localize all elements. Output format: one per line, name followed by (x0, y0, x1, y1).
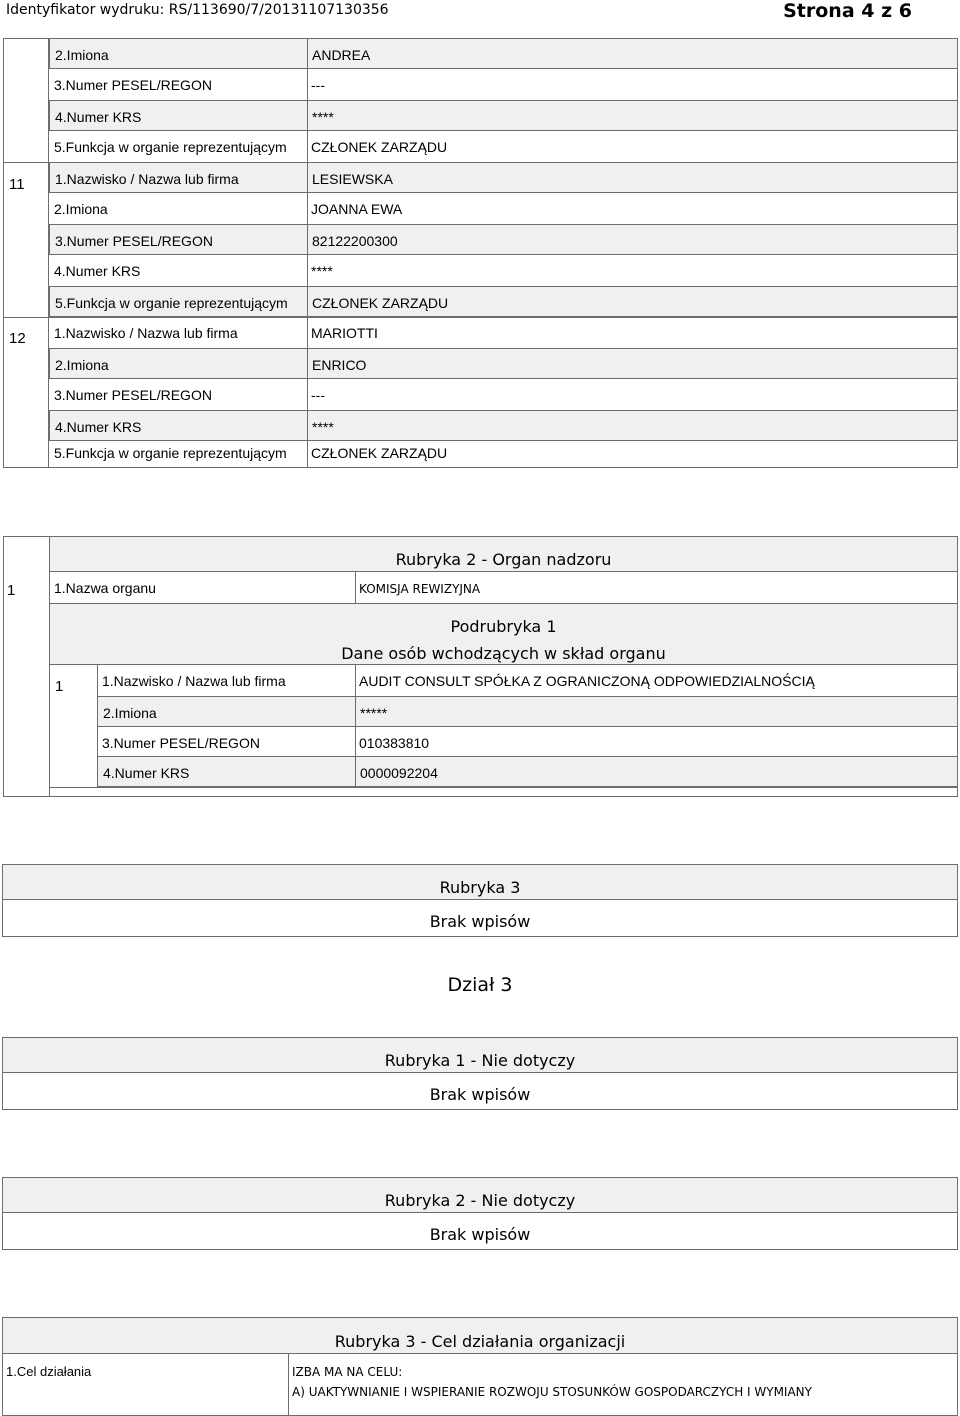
field-label: 5.Funkcja w organie reprezentującym (55, 295, 288, 311)
field-label: 2.Imiona (103, 705, 157, 721)
table-row (49, 437, 958, 468)
supervisory-body-section (3, 536, 958, 797)
field-label: 1.Nazwisko / Nazwa lub firma (54, 325, 238, 341)
entry-number: 1 (55, 678, 64, 695)
table-row (49, 379, 958, 410)
section-rubryka-1 (2, 1037, 958, 1110)
table-row (49, 162, 958, 193)
field-label: 3.Numer PESEL/REGON (54, 77, 212, 93)
empty-notice: Brak wpisów (429, 1225, 531, 1244)
field-label: 1.Nazwisko / Nazwa lub firma (55, 171, 239, 187)
field-value: CZŁONEK ZARZĄDU (311, 139, 448, 155)
table-row (49, 348, 958, 379)
field-value: 0000092204 (360, 765, 438, 781)
purpose-line: A) UAKTYWNIANIE I WSPIERANIE ROZWOJU STOSUNKÓW GOSPODARCZYCH I WYMIANY (292, 1385, 812, 1399)
table-row (49, 69, 958, 100)
field-value: ANDREA (312, 47, 371, 63)
empty-notice: Brak wpisów (429, 912, 531, 931)
field-label: 3.Numer PESEL/REGON (54, 387, 212, 403)
table-row (49, 572, 958, 603)
field-label: 4.Numer KRS (103, 765, 190, 781)
field-label: 3.Numer PESEL/REGON (102, 735, 260, 751)
entry-number: 12 (9, 330, 26, 347)
field-label: 1.Cel działania (6, 1364, 92, 1379)
field-value: **** (312, 109, 334, 125)
field-value: --- (311, 387, 325, 403)
field-value: LESIEWSKA (312, 171, 393, 187)
subsection-title: Podrubryka 1 (450, 617, 557, 636)
field-label: 5.Funkcja w organie reprezentującym (54, 139, 287, 155)
field-value: JOANNA EWA (311, 201, 403, 217)
field-value: **** (311, 263, 333, 279)
section-title: Rubryka 3 - Cel działania organizacji (334, 1332, 626, 1351)
section-title: Rubryka 2 - Nie dotyczy (384, 1191, 576, 1210)
table-row (49, 286, 958, 317)
field-label: 4.Numer KRS (55, 109, 142, 125)
field-label: 5.Funkcja w organie reprezentującym (54, 445, 287, 461)
subsection-subtitle: Dane osób wchodzących w skład organu (341, 644, 666, 663)
field-value: ENRICO (312, 357, 367, 373)
number-column (3, 38, 49, 468)
field-label: 4.Numer KRS (54, 263, 141, 279)
subsection-header (49, 603, 958, 665)
purpose-line: IZBA MA NA CELU: (292, 1365, 403, 1379)
field-value: --- (311, 77, 325, 93)
table-row (49, 224, 958, 255)
empty-notice: Brak wpisów (429, 1085, 531, 1104)
field-label: 4.Numer KRS (55, 419, 142, 435)
field-label: 2.Imiona (54, 201, 108, 217)
field-value: KOMISJA REWIZYJNA (359, 582, 481, 596)
board-members-block (3, 38, 958, 468)
page-number: Strona 4 z 6 (783, 0, 912, 22)
field-value: MARIOTTI (311, 325, 378, 341)
entry-number: 1 (7, 582, 16, 599)
table-row (97, 727, 958, 758)
field-label: 2.Imiona (55, 357, 109, 373)
section-title: Rubryka 1 - Nie dotyczy (384, 1051, 576, 1070)
field-label: 3.Numer PESEL/REGON (55, 233, 213, 249)
table-row (97, 756, 958, 787)
section-purpose (2, 1317, 958, 1416)
table-row (97, 665, 958, 696)
field-value: 010383810 (359, 735, 430, 751)
print-identifier: Identyfikator wydruku: RS/113690/7/20131107130356 (6, 2, 389, 18)
table-row (49, 100, 958, 131)
field-label: 1.Nazwisko / Nazwa lub firma (102, 673, 286, 689)
table-row (49, 317, 958, 348)
table-row (49, 193, 958, 224)
field-value: CZŁONEK ZARZĄDU (311, 445, 448, 461)
section-title: Rubryka 2 - Organ nadzoru (395, 550, 612, 569)
field-label: 1.Nazwa organu (54, 580, 156, 596)
table-row (49, 38, 958, 69)
field-label: 2.Imiona (55, 47, 109, 63)
section-title: Rubryka 3 (439, 878, 521, 897)
section-rubryka-2 (2, 1177, 958, 1250)
field-value: AUDIT CONSULT SPÓŁKA Z OGRANICZONĄ ODPOWIEDZIALNOŚCIĄ (359, 673, 815, 689)
table-row (49, 255, 958, 286)
field-value: CZŁONEK ZARZĄDU (312, 295, 449, 311)
table-row (97, 696, 958, 727)
field-value: **** (312, 419, 334, 435)
field-value: ***** (360, 705, 388, 721)
table-row (49, 131, 958, 162)
section-rubryka-3 (2, 864, 958, 937)
division-title: Dział 3 (447, 974, 513, 996)
entry-number: 11 (9, 176, 25, 193)
field-value: 82122200300 (312, 233, 398, 249)
